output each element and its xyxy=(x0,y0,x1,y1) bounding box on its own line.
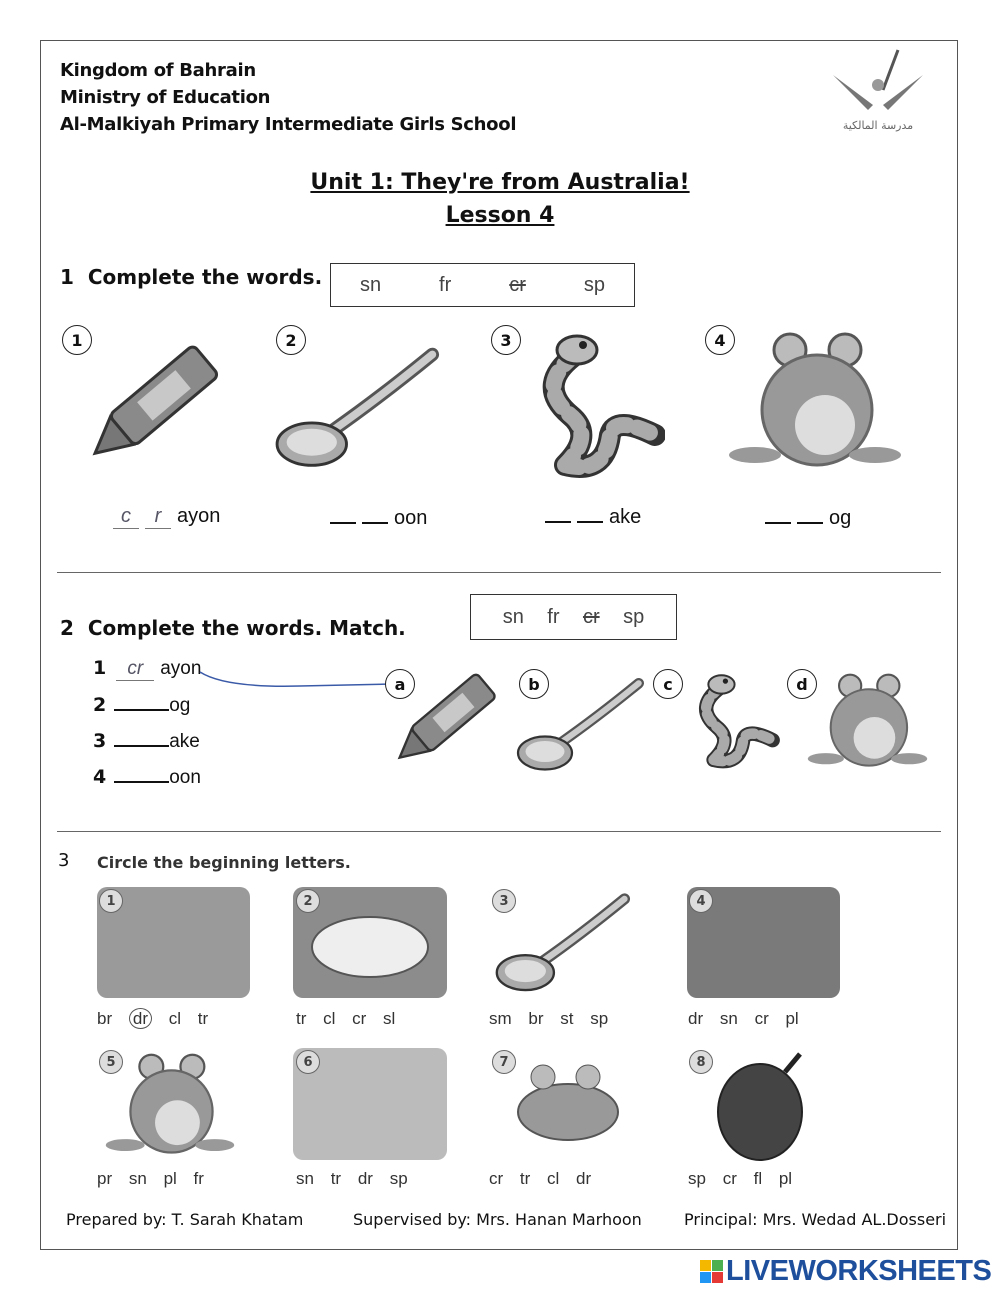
item-number: 5 xyxy=(99,1050,123,1074)
picture-label[interactable]: c xyxy=(653,669,683,699)
option[interactable]: dr xyxy=(576,1169,592,1188)
item-number: 3 xyxy=(491,325,521,355)
word-ending: og xyxy=(169,695,191,716)
option[interactable]: cr xyxy=(722,1169,737,1188)
option[interactable]: sp xyxy=(590,1009,609,1028)
letter-options xyxy=(489,1169,591,1189)
word-ending: ayon xyxy=(160,658,202,679)
item-number: 4 xyxy=(705,325,735,355)
picture-label[interactable]: d xyxy=(787,669,817,699)
option[interactable]: br xyxy=(97,1009,113,1028)
word-bank-item: sp xyxy=(623,605,645,628)
prepared-by: Prepared by: T. Sarah Khatam xyxy=(66,1210,304,1229)
word-ending: oon xyxy=(169,767,201,788)
logo-icon xyxy=(700,1260,723,1283)
option[interactable]: dr xyxy=(688,1009,704,1028)
section-number: 1 xyxy=(60,265,74,289)
section-number: 2 xyxy=(60,616,74,640)
supervised-by: Supervised by: Mrs. Hanan Marhoon xyxy=(353,1210,642,1229)
option[interactable]: sl xyxy=(383,1009,396,1028)
item-number: 6 xyxy=(296,1050,320,1074)
option-circled[interactable]: dr xyxy=(129,1008,152,1029)
item-number: 7 xyxy=(492,1050,516,1074)
option[interactable]: cr xyxy=(352,1009,367,1028)
option[interactable]: cl xyxy=(323,1009,336,1028)
picture-label[interactable]: b xyxy=(519,669,549,699)
option[interactable]: pl xyxy=(785,1009,799,1028)
word-bank-item: sn xyxy=(502,605,524,628)
section-instruction: Complete the words. xyxy=(87,265,323,289)
section-instruction: Circle the beginning letters. xyxy=(97,853,351,872)
liveworksheets-logo xyxy=(700,1255,991,1288)
option[interactable]: cr xyxy=(489,1169,504,1188)
picture-label[interactable]: a xyxy=(385,669,415,699)
item-number: 4 xyxy=(689,889,713,913)
option[interactable]: sn xyxy=(719,1009,738,1028)
word-ending: oon xyxy=(394,507,428,529)
word-bank-item: fr xyxy=(439,273,452,296)
word-ending: ake xyxy=(169,731,200,752)
option[interactable]: sn xyxy=(296,1169,314,1188)
word-bank-item: sn xyxy=(359,273,382,296)
item-number: 3 xyxy=(93,730,107,752)
word-bank-item-used: cr xyxy=(582,605,600,628)
frog-picture xyxy=(805,668,930,773)
item-number: 2 xyxy=(276,325,306,355)
option[interactable]: tr xyxy=(296,1009,307,1028)
option[interactable]: fl xyxy=(753,1169,763,1188)
item-number: 1 xyxy=(99,889,123,913)
answer-field[interactable]: c xyxy=(113,505,139,529)
snake-picture xyxy=(680,668,780,773)
header-line: Al-Malkiyah Primary Intermediate Girls School xyxy=(60,114,517,135)
header-line: Ministry of Education xyxy=(60,87,271,108)
item-number: 2 xyxy=(296,889,320,913)
option[interactable]: dr xyxy=(357,1169,373,1188)
option[interactable]: sp xyxy=(389,1169,408,1188)
option[interactable]: sp xyxy=(688,1169,706,1188)
letter-options xyxy=(97,1009,208,1029)
lesson-title: Lesson 4 xyxy=(445,203,555,228)
letter-options xyxy=(296,1009,395,1029)
option[interactable]: sn xyxy=(128,1169,147,1188)
letter-options xyxy=(489,1009,608,1029)
word-ending: ayon xyxy=(177,505,221,527)
word-bank-item-used: cr xyxy=(509,273,526,296)
word-bank-item: fr xyxy=(547,605,560,628)
principal: Principal: Mrs. Wedad AL.Dosseri xyxy=(684,1210,947,1229)
item-number: 3 xyxy=(492,889,516,913)
option[interactable]: pl xyxy=(163,1169,177,1188)
item-number: 2 xyxy=(93,694,107,716)
section-instruction: Complete the words. Match. xyxy=(87,616,406,640)
item-number: 1 xyxy=(93,657,107,679)
option[interactable]: tr xyxy=(330,1169,342,1188)
unit-title: Unit 1: They're from Australia! xyxy=(310,170,690,195)
option[interactable]: st xyxy=(560,1009,574,1028)
answer-field[interactable]: cr xyxy=(116,658,154,681)
option[interactable]: tr xyxy=(197,1009,209,1028)
item-number: 4 xyxy=(93,766,107,788)
header-line: Kingdom of Bahrain xyxy=(60,60,256,81)
option[interactable]: cl xyxy=(547,1169,560,1188)
letter-options xyxy=(296,1169,408,1189)
crab-picture xyxy=(493,1052,643,1160)
option[interactable]: tr xyxy=(519,1169,531,1188)
plum-picture xyxy=(705,1052,825,1162)
item-number: 8 xyxy=(689,1050,713,1074)
item-number: 1 xyxy=(62,325,92,355)
letter-options xyxy=(688,1169,792,1189)
logo-text: مدرسة المالكية xyxy=(842,119,914,132)
letter-options xyxy=(688,1009,799,1029)
section-number: 3 xyxy=(58,850,70,871)
option[interactable]: sm xyxy=(489,1009,512,1028)
option[interactable]: fr xyxy=(193,1169,204,1188)
option[interactable]: cl xyxy=(168,1009,181,1028)
option[interactable]: cr xyxy=(754,1009,769,1028)
answer-field[interactable]: r xyxy=(145,505,171,529)
word-ending: ake xyxy=(609,506,642,528)
brand-name: LIVEWORKSHEETS xyxy=(726,1255,992,1287)
letter-options xyxy=(97,1169,204,1189)
option[interactable]: pl xyxy=(778,1169,793,1188)
divider xyxy=(57,831,941,832)
word-ending: og xyxy=(829,507,852,529)
option[interactable]: br xyxy=(528,1009,544,1028)
word-bank-item: sp xyxy=(583,273,605,296)
option[interactable]: pr xyxy=(97,1169,113,1188)
